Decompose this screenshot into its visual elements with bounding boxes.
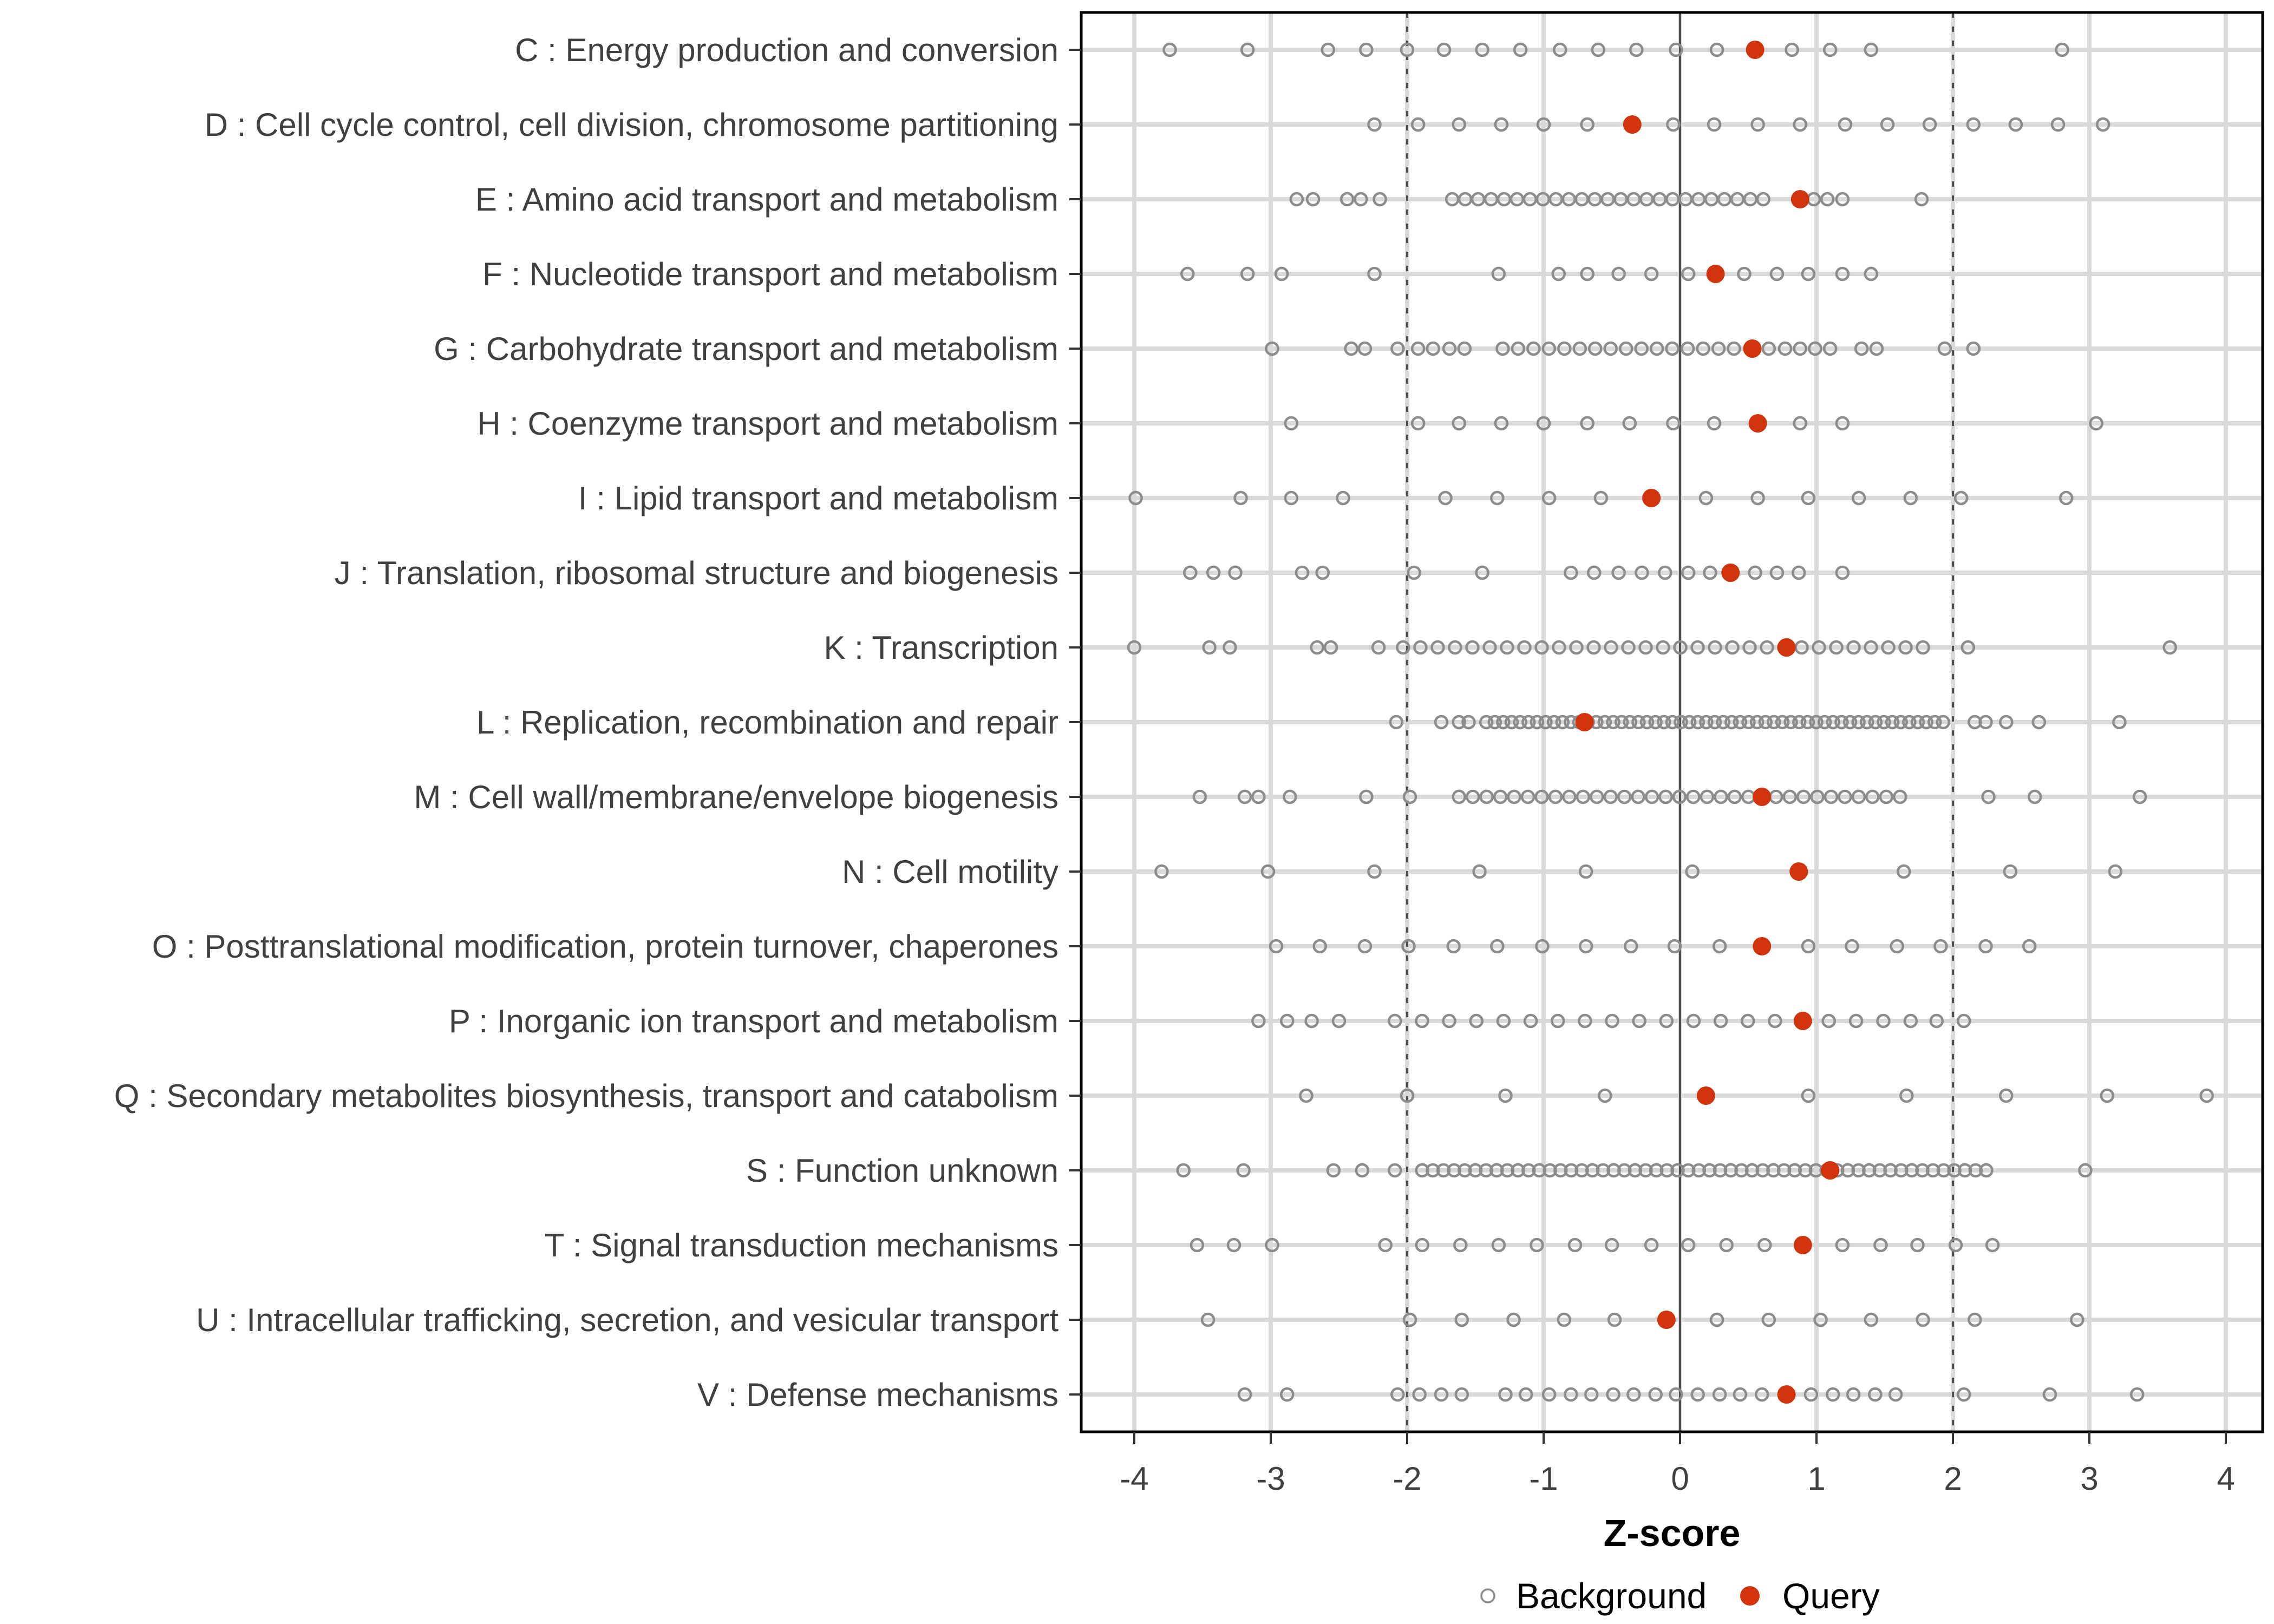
category-label: Q : Secondary metabolites biosynthesis, transport and catabolism <box>114 1078 1058 1114</box>
query-point <box>1743 339 1762 358</box>
category-label: L : Replication, recombination and repair <box>476 704 1058 741</box>
query-point <box>1753 937 1771 955</box>
category-label: K : Transcription <box>824 630 1058 666</box>
category-label: D : Cell cycle control, cell division, chromosome partitioning <box>204 107 1058 143</box>
query-point <box>1623 115 1642 134</box>
query-point <box>1707 265 1725 283</box>
query-point <box>1657 1311 1676 1329</box>
category-label: N : Cell motility <box>841 854 1058 890</box>
x-tick-label: 0 <box>1671 1461 1689 1497</box>
category-label: C : Energy production and conversion <box>515 32 1058 68</box>
query-point <box>1749 414 1767 433</box>
x-tick-label: 4 <box>2217 1461 2235 1497</box>
query-point <box>1753 788 1771 806</box>
category-label: M : Cell wall/membrane/envelope biogenesis <box>414 779 1058 815</box>
x-tick-label: 2 <box>1944 1461 1962 1497</box>
background-legend-icon <box>1481 1589 1494 1602</box>
category-label: O : Posttranslational modification, protein turnover, chaperones <box>152 928 1058 965</box>
query-point <box>1721 564 1740 582</box>
category-label: P : Inorganic ion transport and metabolism <box>448 1003 1058 1039</box>
category-label: H : Coenzyme transport and metabolism <box>477 405 1058 442</box>
query-point <box>1791 190 1809 208</box>
query-point <box>1794 1236 1812 1254</box>
query-legend-icon <box>1740 1586 1760 1606</box>
query-point <box>1794 1012 1812 1030</box>
category-label: U : Intracellular trafficking, secretion, and vesicular transport <box>196 1302 1058 1338</box>
x-tick-label: -2 <box>1393 1461 1422 1497</box>
x-tick-label: -3 <box>1256 1461 1285 1497</box>
query-legend-label: Query <box>1782 1576 1880 1616</box>
gridlines <box>1081 12 2263 1432</box>
category-label: T : Signal transduction mechanisms <box>544 1227 1058 1263</box>
x-tick-label: 1 <box>1807 1461 1826 1497</box>
query-point <box>1697 1086 1715 1105</box>
category-label: I : Lipid transport and metabolism <box>578 480 1058 516</box>
category-label: J : Translation, ribosomal structure and biogenesis <box>334 555 1058 591</box>
query-point <box>1821 1161 1839 1180</box>
axes <box>114 12 2263 1497</box>
legend <box>1481 1576 1880 1616</box>
query-point <box>1576 713 1594 731</box>
category-label: V : Defense mechanisms <box>697 1377 1058 1413</box>
query-point <box>1746 41 1765 59</box>
category-label: S : Function unknown <box>746 1152 1058 1189</box>
query-point <box>1778 638 1796 657</box>
query-point <box>1789 862 1808 881</box>
category-label: E : Amino acid transport and metabolism <box>475 181 1058 218</box>
category-label: F : Nucleotide transport and metabolism <box>482 256 1058 292</box>
x-axis-title: Z-score <box>1603 1512 1741 1554</box>
x-tick-label: -1 <box>1529 1461 1558 1497</box>
x-tick-label: 3 <box>2080 1461 2099 1497</box>
background-legend-label: Background <box>1516 1576 1707 1616</box>
query-point <box>1778 1385 1796 1404</box>
x-tick-label: -4 <box>1120 1461 1149 1497</box>
category-label: G : Carbohydrate transport and metabolism <box>434 331 1058 367</box>
query-point <box>1642 489 1661 507</box>
